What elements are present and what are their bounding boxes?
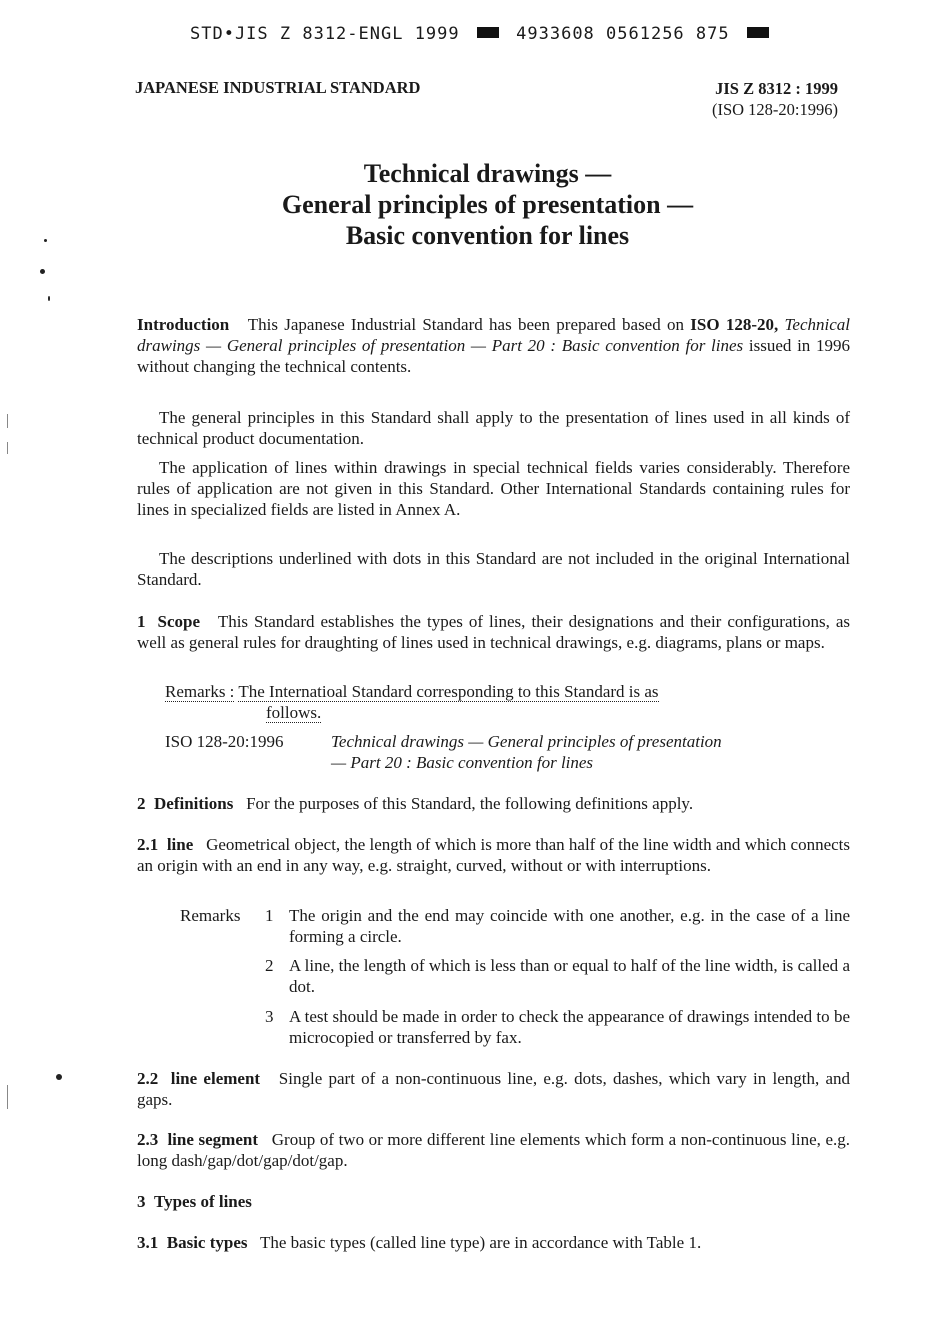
scan-line [7, 1085, 8, 1109]
definition-line [137, 834, 850, 876]
definition-segment-term: line segment [167, 1130, 258, 1149]
scope-iso-title-1: Technical drawings — General principles of presentation [331, 732, 722, 751]
types-number: 3 [137, 1192, 146, 1211]
iso-title-italic: Technical drawings — General principles of presentation — Part 20 : Basic convention for lines [137, 315, 850, 355]
definition-line-term: line [166, 835, 194, 854]
scan-speck [44, 239, 47, 242]
introduction-paragraph [137, 314, 850, 377]
definition-line-text: Geometrical object, the length of which is more than half of the line width and which connects an origin with an end in any way, e.g. straight, curved, without or with interruptions. [137, 835, 851, 875]
intro-text: This Japanese Industrial Standard has been prepared based on [247, 315, 684, 334]
organization-name: JAPANESE INDUSTRIAL STANDARD [135, 78, 421, 97]
definition-segment-number: 2.3 [137, 1130, 159, 1149]
remarks-label: Remarks [180, 906, 241, 925]
page-title [0, 158, 950, 251]
scan-speck [48, 296, 50, 301]
scan-line [7, 414, 8, 428]
remark-text-2: A line, the length of which is less than or equal to half of the line width, is called a dot. [289, 956, 850, 996]
definition-element-number: 2.2 [137, 1069, 159, 1088]
title-line-2: General principles of presentation — [281, 190, 694, 219]
document-number: 4933608 0561256 875 [516, 24, 730, 44]
definition-element-term: line element [170, 1069, 261, 1088]
definitions-heading: Definitions [154, 794, 234, 813]
redaction-block [747, 27, 769, 38]
definitions-section [137, 793, 850, 814]
standard-number: JIS Z 8312 : 1999 [715, 79, 838, 98]
types-heading: Types of lines [154, 1192, 252, 1211]
introduction-paragraph-3: The application of lines within drawings in special technical fields varies considerably. Therefore rules of application are not given in this Standard. Other International Standards containing rules for lines in specialized fields are listed in Annex A. [137, 458, 850, 519]
remark-number-1: 1 [265, 906, 274, 925]
basic-types-number: 3.1 [137, 1233, 159, 1252]
introduction-paragraph-4: The descriptions underlined with dots in this Standard are not included in the original International Standard. [137, 549, 850, 589]
scan-speck [56, 1074, 62, 1080]
document-code-header [190, 24, 775, 44]
scope-remarks-text: The Internatioal Standard corresponding to this Standard is as [238, 682, 659, 701]
definition-line-segment [137, 1129, 850, 1171]
basic-types-section [137, 1232, 850, 1253]
remark-number-3: 3 [265, 1007, 274, 1026]
redaction-block [477, 27, 499, 38]
definitions-number: 2 [137, 794, 146, 813]
scope-remarks-label: Remarks : [165, 682, 235, 701]
definition-line-element [137, 1068, 850, 1110]
remark-number-2: 2 [265, 956, 274, 975]
iso-reference: (ISO 128-20:1996) [711, 100, 838, 119]
basic-types-heading: Basic types [166, 1233, 248, 1252]
intro-text-end: issued in 1996 without changing the technical contents. [137, 336, 851, 376]
types-section-heading [137, 1191, 850, 1212]
scope-section [137, 611, 850, 653]
iso-reference-bold: ISO 128-20, [690, 315, 779, 334]
remark-text-3: A test should be made in order to check the appearance of drawings intended to be microcopied or transferred by fax. [289, 1007, 850, 1047]
title-line-1: Technical drawings — [363, 159, 612, 188]
definitions-text: For the purposes of this Standard, the following definitions apply. [246, 794, 694, 813]
scope-number: 1 [137, 612, 146, 631]
definition-element-text: Single part of a non-continuous line, e.g. dots, dashes, which vary in length, and gaps. [137, 1069, 851, 1109]
introduction-heading: Introduction [137, 315, 230, 334]
remark-text-1: The origin and the end may coincide with one another, e.g. in the case of a line forming a circle. [289, 906, 850, 946]
scope-iso-id: ISO 128-20:1996 [165, 732, 284, 751]
definition-line-number: 2.1 [137, 835, 159, 854]
introduction-paragraph-2: The general principles in this Standard shall apply to the presentation of lines used in all kinds of technical product documentation. [137, 408, 850, 448]
scope-iso-title-2: — Part 20 : Basic convention for lines [331, 753, 594, 772]
scope-remarks-text-2: follows. [266, 703, 322, 722]
scope-remarks [165, 681, 850, 723]
scope-text: This Standard establishes the types of lines, their designations and their configurations, as well as general rules for draughting of lines used in technical drawings, e.g. diagrams, plans or maps. [137, 612, 850, 652]
document-code: STD•JIS Z 8312-ENGL 1999 [190, 24, 460, 44]
definition-segment-text: Group of two or more different line elements which form a non-continuous line, e.g. long dash/gap/dot/gap/dot/gap. [137, 1130, 851, 1170]
scope-iso-title [331, 731, 851, 773]
scan-speck [40, 269, 45, 274]
title-line-3: Basic convention for lines [345, 221, 630, 250]
scan-line [7, 442, 8, 454]
basic-types-text: The basic types (called line type) are in accordance with Table 1. [259, 1233, 702, 1252]
standard-identifier [712, 78, 838, 120]
scope-heading: Scope [157, 612, 201, 631]
